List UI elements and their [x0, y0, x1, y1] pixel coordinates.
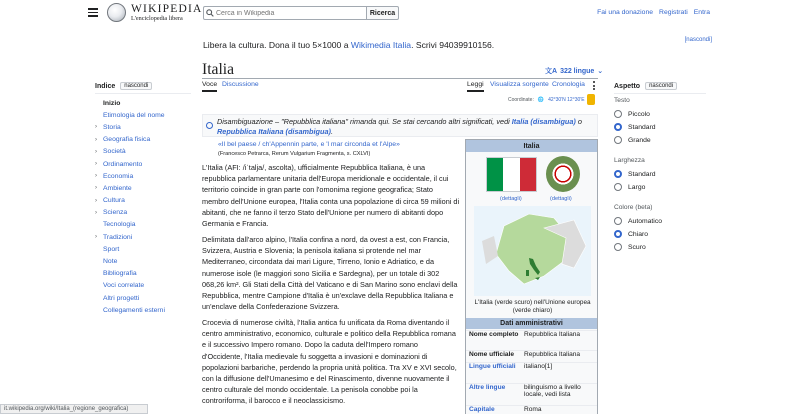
donate-link[interactable]: Fai una donazione — [597, 9, 654, 16]
text-option-label: Grande — [628, 136, 651, 144]
flag-details-link[interactable]: (dettagli) — [500, 196, 522, 202]
page-title: Italia — [202, 61, 235, 78]
radio-button[interactable] — [614, 243, 622, 251]
color-option[interactable] — [614, 217, 662, 225]
infobox-value: Roma — [524, 406, 542, 413]
infobox — [465, 139, 598, 414]
search-button[interactable]: Ricerca — [366, 6, 399, 20]
width-option-label: Standard — [628, 170, 656, 178]
toc-item[interactable] — [95, 170, 195, 182]
chevron-right-icon[interactable]: › — [95, 197, 97, 204]
radio-button[interactable] — [614, 230, 622, 238]
chevron-right-icon[interactable]: › — [95, 173, 97, 180]
toc-item-label: Ambiente — [103, 184, 132, 192]
toc-item[interactable] — [95, 219, 195, 231]
toc-item-label: Note — [103, 258, 118, 266]
width-group-label: Larghezza — [614, 157, 645, 164]
toc-hide-button[interactable]: nascondi — [120, 82, 152, 90]
main-menu-button[interactable] — [88, 8, 98, 17]
emblem-details-link[interactable]: (dettagli) — [550, 196, 572, 202]
color-option-label: Chiaro — [628, 230, 649, 238]
toc-item-label: Economia — [103, 172, 134, 180]
toc-item[interactable] — [95, 304, 195, 316]
chevron-right-icon[interactable]: › — [95, 136, 97, 143]
toc-item-label: Etimologia del nome — [103, 111, 165, 119]
toc-item[interactable] — [95, 182, 195, 194]
color-option-label: Automatico — [628, 217, 663, 225]
toc-item-label: Società — [103, 148, 126, 156]
table-of-contents — [95, 97, 195, 316]
infobox-key: Lingue ufficiali — [469, 363, 516, 370]
wikipedia-globe-logo[interactable] — [107, 3, 126, 22]
italy-flag[interactable] — [486, 157, 537, 192]
flag-red-stripe — [520, 158, 536, 191]
divider — [95, 93, 191, 94]
logo-tagline: L'enciclopedia libera — [131, 15, 183, 22]
search-box[interactable] — [203, 6, 367, 20]
toc-item-label: Geografia fisica — [103, 136, 151, 144]
tab-discussione[interactable]: Discussione — [222, 81, 259, 88]
intro-paragraph-1: L'Italia (AFI: /iˈtalja/, ascolta), ufficialmente Repubblica Italiana, è una repubblica parlamentare unitaria dell'Europa meridionale e occidentale, il cui territorio coincide in gran parte con l'omonima regione geografica; Stato membro dell'Unione europea, l'Italia conta una popolazione di circa 59 milioni di abitanti, che ne fanno il terzo Stato dell'Unione per numero di abitanti dopo Germania e Francia. — [202, 163, 460, 229]
toc-item[interactable] — [95, 109, 195, 121]
info-icon — [206, 122, 213, 129]
chevron-right-icon[interactable]: › — [95, 148, 97, 155]
search-input[interactable] — [216, 10, 356, 17]
quote-source: (Francesco Petrarca, Rerum Vulgarium Fragmenta, s. CXLVI) — [218, 151, 371, 157]
chevron-right-icon[interactable]: › — [95, 185, 97, 192]
intro-paragraph-2: Delimitata dall'arco alpino, l'Italia confina a nord, da ovest a est, con Francia, Svizzera, Austria e Slovenia; la penisola italiana si protende nel mar Mediterraneo, circondata dai mari Ligure, Tirreno, Ionio e Adriatico, e da numerose isole (le maggiori sono Sicilia e Sardegna), per un totale di 302 068,26 km². Gli Stati della Città del Vaticano e di San Marino sono enclavi della Repubblica, mentre Campione d'Italia è un'exclave della Repubblica Italiana e un'enclave della Confederazione Svizzera. — [202, 235, 458, 312]
infobox-title: Italia — [466, 140, 597, 152]
chevron-down-icon: ⌄ — [597, 68, 604, 75]
intro-paragraph-3: Crocevia di numerose civiltà, l'Italia antica fu unificata da Roma diventando il centro amministrativo, economico, culturale e politico della Repubblica romana e il successivo Impero romano. Dopo la caduta dell'Impero romano d'Occidente, l'Italia medievale fu soggetta a invasioni e dominazioni di popolazioni barbariche, perdendo la propria unità politica. Tra XV e XVI secolo, con la diffusione dell'Umanesimo e del Rinascimento, divenne nuovamente il centro culturale del mondo occidentale. La penisola conobbe poi la controriforma, il barocco e il neoclassicismo. — [202, 318, 457, 406]
toc-item[interactable] — [95, 158, 195, 170]
text-option[interactable] — [614, 136, 651, 144]
chevron-right-icon[interactable]: › — [95, 234, 97, 241]
active-tab-indicator — [467, 90, 484, 92]
toc-item-label: Altri progetti — [103, 294, 140, 302]
banner-hide-link[interactable]: [nascondi] — [684, 37, 712, 43]
toc-item[interactable] — [95, 121, 195, 133]
tab-voce[interactable]: Voce — [202, 81, 218, 88]
coordinates: Coordinate: 🌐 42°30′N 12°30′E — [508, 97, 585, 103]
color-option-label: Scuro — [628, 243, 646, 251]
toc-item[interactable] — [95, 97, 195, 109]
search-icon — [204, 9, 216, 17]
toc-item-label: Tradizioni — [103, 233, 133, 241]
disambiguation-link-repubblica[interactable]: Repubblica Italiana (disambigua) — [217, 127, 331, 136]
toc-item-label: Inizio — [103, 99, 121, 107]
text-option[interactable] — [614, 123, 656, 131]
toc-item-label: Storia — [103, 123, 121, 131]
chevron-right-icon[interactable]: › — [95, 209, 97, 216]
globe-icon[interactable]: 🌐 — [537, 97, 545, 103]
divider — [202, 78, 598, 79]
infobox-section-admin: Dati amministrativi — [466, 318, 597, 329]
color-option[interactable] — [614, 230, 648, 238]
infobox-value: bilinguismo a livello locale, vedi lista — [524, 384, 581, 398]
toc-title: Indice — [95, 82, 116, 90]
toc-item[interactable] — [95, 280, 195, 292]
appearance-title: Aspetto — [614, 82, 641, 90]
radio-button[interactable] — [614, 123, 622, 131]
text-group-label: Testo — [614, 97, 630, 104]
width-option[interactable] — [614, 170, 656, 178]
disambiguation-link-italia[interactable]: Italia (disambigua) — [511, 117, 576, 126]
status-bar-url: it.wikipedia.org/wiki/Italia_(regione_geografica) — [0, 404, 148, 414]
language-button[interactable]: 文A 322 lingue ⌄ — [545, 67, 604, 75]
toc-item[interactable] — [95, 134, 195, 146]
radio-button[interactable] — [614, 110, 622, 118]
width-option-label: Largo — [628, 183, 646, 191]
toc-item-label: Sport — [103, 245, 120, 253]
chevron-right-icon[interactable]: › — [95, 124, 97, 131]
infobox-key: Nome ufficiale — [469, 351, 515, 358]
toc-item[interactable] — [95, 195, 195, 207]
toc-item[interactable] — [95, 268, 195, 280]
fundraising-banner: Libera la cultura. Dona il tuo 5×1000 a Wikimedia Italia. Scrivi 94039910156. — [203, 40, 495, 50]
disambiguation-notice: Disambiguazione – "Repubblica italiana" rimanda qui. Se stai cercando altri significati, vedi Italia (disambigua) o Repubblica Italiana (disambigua). — [202, 114, 598, 137]
infobox-key: Altre lingue — [469, 384, 506, 391]
infobox-value: Repubblica Italiana — [524, 331, 581, 338]
toc-item[interactable] — [95, 292, 195, 304]
toc-item[interactable] — [95, 243, 195, 255]
chevron-right-icon[interactable]: › — [95, 161, 97, 168]
active-tab-indicator — [202, 90, 217, 92]
login-link[interactable]: Entra — [693, 9, 710, 16]
translate-icon: 文A — [545, 68, 558, 75]
infobox-key: Capitale — [469, 406, 495, 413]
toc-item-label: Cultura — [103, 197, 125, 205]
more-tools-icon[interactable] — [593, 81, 595, 90]
appearance-hide-button[interactable]: nascondi — [645, 82, 677, 90]
color-group-label: Colore (beta) — [614, 204, 653, 211]
tab-leggi[interactable]: Leggi — [467, 81, 484, 88]
map-caption: L'Italia (verde scuro) nell'Unione europea (verde chiaro) — [474, 299, 591, 314]
infobox-row — [466, 330, 597, 350]
toc-header — [95, 82, 152, 90]
radio-button[interactable] — [614, 170, 622, 178]
divider — [614, 93, 706, 94]
logo-wordmark[interactable]: WIKIPEDIA — [131, 3, 203, 15]
radio-button[interactable] — [614, 183, 622, 191]
wikimedia-italia-link[interactable]: Wikimedia Italia — [350, 40, 412, 50]
tab-cronologia[interactable]: Cronologia — [552, 81, 585, 88]
petrarca-quote: «Il bel paese / ch'Appennin parte, e 'l mar circonda et l'Alpe» — [218, 141, 400, 148]
user-links — [597, 9, 710, 16]
toc-item-label: Bibliografia — [103, 270, 137, 278]
width-option[interactable] — [614, 183, 645, 191]
infobox-row — [466, 362, 597, 383]
toc-item[interactable] — [95, 231, 195, 243]
italy-emblem[interactable] — [546, 156, 580, 192]
toc-item[interactable] — [95, 146, 195, 158]
toc-item-label: Voci correlate — [103, 282, 145, 290]
register-link[interactable]: Registrati — [659, 9, 688, 16]
infobox-row — [466, 405, 597, 414]
flag-white-stripe — [503, 158, 519, 191]
flag-green-stripe — [487, 158, 503, 191]
toc-item-label: Scienza — [103, 209, 128, 217]
radio-button[interactable] — [614, 136, 622, 144]
infobox-value: italiano[1] — [524, 363, 553, 370]
tab-visualizza-sorgente[interactable]: Visualizza sorgente — [490, 81, 549, 88]
infobox-value: Repubblica Italiana — [524, 351, 581, 358]
infobox-key: Nome completo — [469, 331, 519, 338]
text-option-label: Piccolo — [628, 110, 650, 118]
color-option[interactable] — [614, 243, 646, 251]
radio-button[interactable] — [614, 217, 622, 225]
toc-item-label: Tecnologia — [103, 221, 136, 229]
text-option[interactable] — [614, 110, 650, 118]
toc-item[interactable] — [95, 255, 195, 267]
lock-icon[interactable] — [587, 94, 595, 105]
infobox-row — [466, 350, 597, 362]
text-option-label: Standard — [628, 123, 656, 131]
toc-item-label: Collegamenti esterni — [103, 306, 165, 314]
toc-item[interactable] — [95, 207, 195, 219]
coordinates-link[interactable]: 42°30′N 12°30′E — [548, 97, 585, 103]
toc-item-label: Ordinamento — [103, 160, 143, 168]
europe-map[interactable] — [474, 206, 591, 296]
appearance-header — [614, 82, 677, 90]
infobox-row — [466, 383, 597, 405]
